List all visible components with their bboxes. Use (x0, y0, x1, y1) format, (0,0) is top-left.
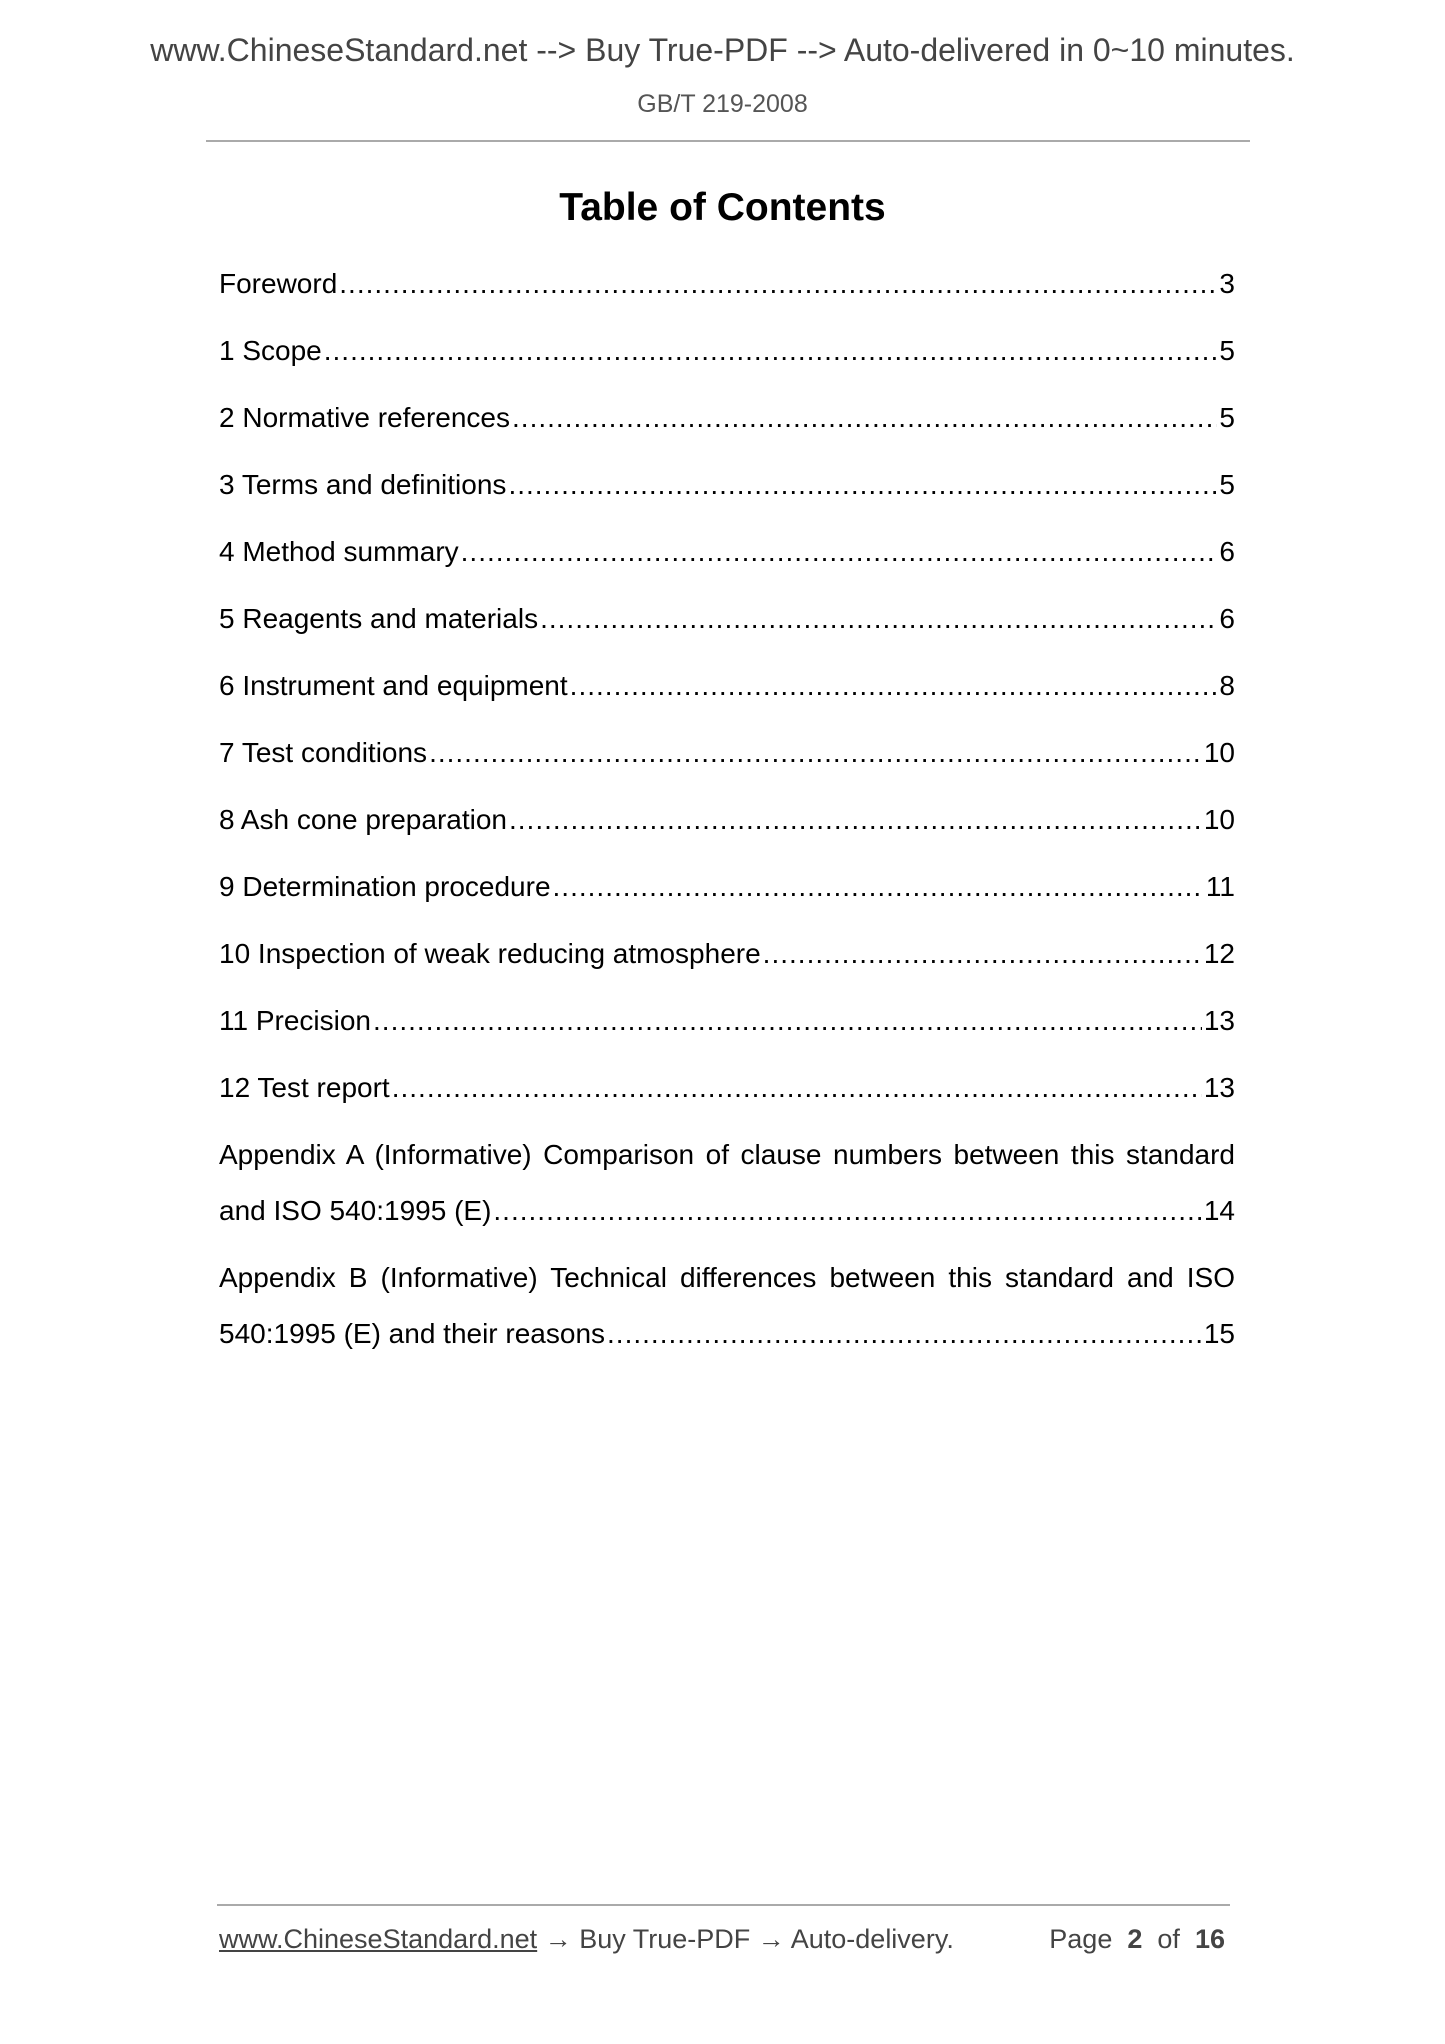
dot-leader (461, 536, 1218, 568)
toc-entry-label: 11 Precision (219, 1005, 372, 1036)
dot-leader (508, 469, 1217, 501)
dot-leader (553, 871, 1204, 903)
dot-leader (763, 938, 1202, 970)
toc-entry-page: 13 (1203, 1072, 1235, 1103)
page-indicator: Page 2 of 16 (1049, 1924, 1225, 1954)
toc-entry-label: and ISO 540:1995 (E) (219, 1195, 492, 1226)
toc-entry[interactable] (219, 402, 1235, 469)
table-of-contents (219, 268, 1235, 1385)
dot-leader (570, 670, 1218, 702)
dot-leader (493, 1195, 1201, 1227)
toc-appendix-line[interactable] (219, 1139, 1235, 1195)
toc-entry-page: 6 (1219, 603, 1235, 634)
toc-entry-page: 5 (1219, 335, 1235, 366)
toc-entry-label: Foreword (219, 268, 338, 299)
toc-entry-page: 10 (1203, 737, 1235, 768)
toc-appendix-line[interactable] (219, 1262, 1235, 1318)
toc-entry[interactable] (219, 1005, 1235, 1072)
toc-entry[interactable] (219, 1195, 1235, 1262)
toc-entry-page: 3 (1219, 268, 1235, 299)
toc-entry-page: 15 (1203, 1318, 1235, 1349)
dot-leader (429, 737, 1202, 769)
toc-entry-page: 12 (1203, 938, 1235, 969)
dot-leader (509, 804, 1202, 836)
toc-entry-label: 12 Test report (219, 1072, 390, 1103)
toc-entry-label: 2 Normative references (219, 402, 511, 433)
toc-entry-page: 8 (1219, 670, 1235, 701)
footer (219, 1924, 1231, 1955)
dot-leader (607, 1318, 1202, 1350)
dot-leader (373, 1005, 1202, 1037)
toc-entry-label: 4 Method summary (219, 536, 459, 567)
toc-entry-label: 7 Test conditions (219, 737, 428, 768)
toc-entry[interactable] (219, 469, 1235, 536)
toc-entry-page: 14 (1203, 1195, 1235, 1226)
toc-entry-page: 11 (1205, 871, 1235, 902)
toc-entry[interactable] (219, 536, 1235, 603)
footer-text: → Buy True-PDF → Auto-delivery. (537, 1924, 954, 1954)
toc-entry-label: 540:1995 (E) and their reasons (219, 1318, 606, 1349)
toc-entry[interactable] (219, 603, 1235, 670)
toc-entry[interactable] (219, 737, 1235, 804)
toc-entry-label: Appendix A (Informative) Comparison of clause numbers between this standard (219, 1139, 1235, 1170)
toc-entry-label: 9 Determination procedure (219, 871, 551, 902)
toc-entry-label: Appendix B (Informative) Technical differences between this standard and ISO (219, 1262, 1235, 1293)
document-id: GB/T 219-2008 (637, 90, 808, 118)
toc-entry-page: 5 (1219, 469, 1235, 500)
dot-leader (392, 1072, 1202, 1104)
toc-entry[interactable] (219, 871, 1235, 938)
toc-entry[interactable] (219, 938, 1235, 1005)
header-divider (206, 140, 1250, 142)
dot-leader (512, 402, 1217, 434)
toc-entry-label: 8 Ash cone preparation (219, 804, 507, 835)
dot-leader (540, 603, 1217, 635)
toc-entry-label: 3 Terms and definitions (219, 469, 507, 500)
footer-divider (217, 1904, 1230, 1906)
dot-leader (324, 335, 1218, 367)
toc-entry[interactable] (219, 1318, 1235, 1385)
toc-entry-page: 10 (1203, 804, 1235, 835)
toc-entry-page: 6 (1219, 536, 1235, 567)
toc-entry-page: 5 (1219, 402, 1235, 433)
toc-entry[interactable] (219, 335, 1235, 402)
page-title: Table of Contents (559, 186, 886, 229)
toc-entry-label: 5 Reagents and materials (219, 603, 539, 634)
toc-entry-label: 1 Scope (219, 335, 322, 366)
toc-entry-label: 10 Inspection of weak reducing atmosphere (219, 938, 761, 969)
toc-entry[interactable] (219, 670, 1235, 737)
dot-leader (339, 268, 1217, 300)
header-banner: www.ChineseStandard.net --> Buy True-PDF --> Auto-delivered in 0~10 minutes. (150, 32, 1295, 68)
toc-entry[interactable] (219, 804, 1235, 871)
toc-entry-label: 6 Instrument and equipment (219, 670, 568, 701)
toc-entry[interactable] (219, 1072, 1235, 1139)
toc-entry[interactable] (219, 268, 1235, 335)
footer-link[interactable]: www.ChineseStandard.net (219, 1924, 538, 1954)
toc-entry-page: 13 (1203, 1005, 1235, 1036)
